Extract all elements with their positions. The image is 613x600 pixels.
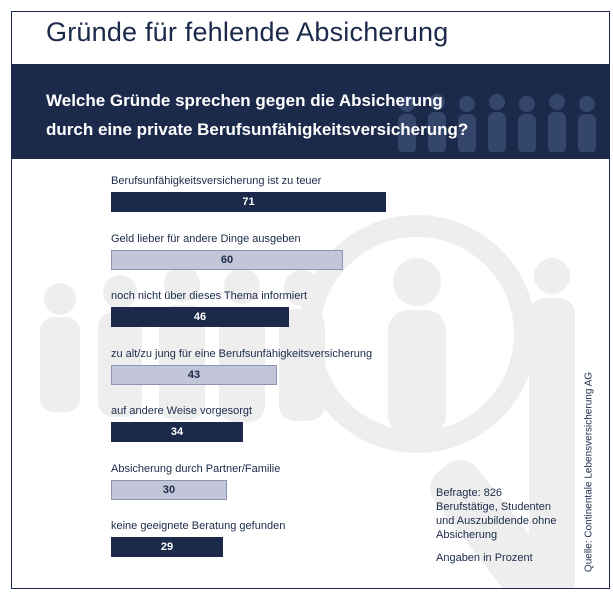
category-label: Geld lieber für andere Dinge ausgeben <box>111 232 301 245</box>
bar-value-label: 29 <box>160 541 174 553</box>
bar-value-label: 43 <box>187 368 201 381</box>
respondents-desc-3: Absicherung <box>436 529 498 541</box>
respondents-desc-2: und Auszubildende ohne <box>436 515 557 527</box>
bar <box>111 250 343 270</box>
bar <box>111 365 277 385</box>
bar <box>111 307 289 327</box>
bar <box>111 192 386 212</box>
category-label: Absicherung durch Partner/Familie <box>111 462 281 475</box>
bar-value-label: 30 <box>162 483 176 496</box>
question-line-2: durch eine private Berufsunfähigkeitsversicherung? <box>46 120 469 139</box>
bar-value-label: 71 <box>242 196 255 208</box>
category-label: Berufsunfähigkeitsversicherung ist zu teuer <box>111 175 322 187</box>
bar <box>111 422 243 442</box>
infographic-frame <box>11 11 610 589</box>
bar <box>111 537 223 557</box>
respondents-count: Befragte: 826 <box>436 487 503 499</box>
units-note: Angaben in Prozent <box>436 552 533 564</box>
category-label: zu alt/zu jung für eine Berufsunfähigkeitsversicherung <box>111 347 373 360</box>
question-line-1: Welche Gründe sprechen gegen die Absicherung <box>46 91 443 110</box>
page-title: Gründe für fehlende Absicherung <box>46 17 449 47</box>
survey-info <box>436 486 571 565</box>
source-note: Quelle: Continentale Lebensversicherung AG <box>583 371 595 573</box>
bar <box>111 480 227 500</box>
category-label: auf andere Weise vorgesorgt <box>111 405 253 417</box>
bar-value-label: 60 <box>220 253 234 266</box>
respondents-desc-1: Berufstätige, Studenten <box>436 501 551 513</box>
category-label: noch nicht über dieses Thema informiert <box>111 290 308 302</box>
category-label: keine geeignete Beratung gefunden <box>111 520 286 532</box>
bar-value-label: 34 <box>170 426 184 438</box>
bar-value-label: 46 <box>193 311 207 323</box>
